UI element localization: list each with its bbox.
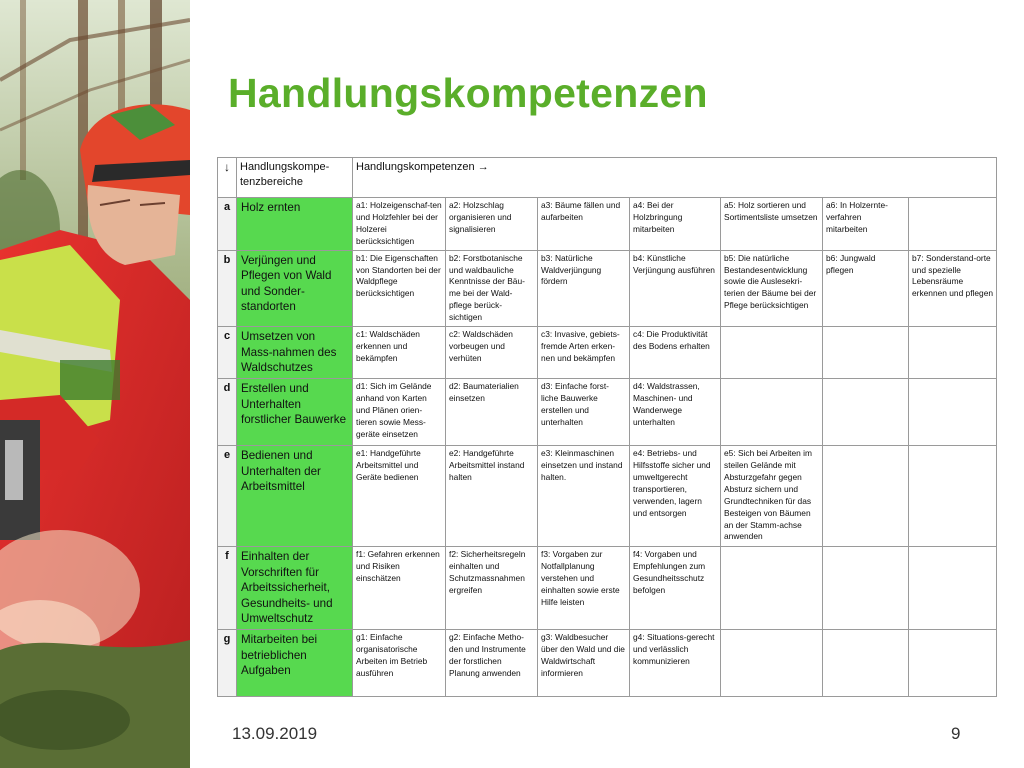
competence-cell: b7: Sonderstand-orte und spezielle Lebensräume erkennen und pflegen [909, 250, 997, 326]
competence-cell: f4: Vorgaben und Empfehlungen zum Gesundheitsschutz befolgen [630, 547, 721, 630]
competence-cell: b3: Natürliche Waldverjüngung fördern [538, 250, 630, 326]
competence-area: Holz ernten [237, 198, 353, 251]
competence-cell: a1: Holzeigenschaf-ten und Holzfehler bei der Holzerei berücksichtigen [353, 198, 446, 251]
competence-cell: d4: Waldstrassen, Maschinen- und Wanderwege unterhalten [630, 379, 721, 446]
competence-cell [909, 327, 997, 379]
competence-cell: b6: Jungwald pflegen [823, 250, 909, 326]
competence-cell: d1: Sich im Gelände anhand von Karten und Plänen orien-tieren sowie Mess-geräte einsetzen [353, 379, 446, 446]
competence-cell [823, 547, 909, 630]
competence-cell: b5: Die natürliche Bestandesentwicklung sowie die Auslesekri-terien der Bäume bei der Pflege berücksichtigen [721, 250, 823, 326]
competence-cell: f2: Sicherheitsregeln einhalten und Schutzmassnahmen ergreifen [446, 547, 538, 630]
competence-cell [721, 547, 823, 630]
competence-cell [909, 379, 997, 446]
header-areas: Handlungskompe-tenzbereiche [237, 158, 353, 198]
competence-cell: b1: Die Eigenschaften von Standorten bei der Waldpflege berücksichtigen [353, 250, 446, 326]
table-row [218, 327, 997, 379]
table-row [218, 198, 997, 251]
competence-table [217, 157, 997, 697]
table-row [218, 446, 997, 547]
row-letter: f [218, 547, 237, 630]
footer-date: 13.09.2019 [232, 724, 318, 743]
competence-cell: a6: In Holzernte-verfahren mitarbeiten [823, 198, 909, 251]
competence-cell: g2: Einfache Metho-den und Instrumente der forstlichen Planung anwenden [446, 630, 538, 697]
competence-cell: a3: Bäume fällen und aufarbeiten [538, 198, 630, 251]
competence-area: Verjüngen und Pflegen von Wald und Sonder-standorten [237, 250, 353, 326]
competence-cell: c2: Waldschäden vorbeugen und verhüten [446, 327, 538, 379]
competence-cell [823, 327, 909, 379]
competence-cell [823, 446, 909, 547]
competence-area: Bedienen und Unterhalten der Arbeitsmittel [237, 446, 353, 547]
competence-cell: b4: Künstliche Verjüngung ausführen [630, 250, 721, 326]
competence-cell [909, 198, 997, 251]
competence-cell [721, 630, 823, 697]
competence-cell: g3: Waldbesucher über den Wald und die Waldwirtschaft informieren [538, 630, 630, 697]
page-number: 9 [951, 724, 961, 743]
competence-cell: g4: Situations-gerecht und verlässlich kommunizieren [630, 630, 721, 697]
competence-cell [909, 547, 997, 630]
row-letter: c [218, 327, 237, 379]
competence-cell: c4: Die Produktivität des Bodens erhalten [630, 327, 721, 379]
header-competences: Handlungskompetenzen → [353, 158, 997, 198]
row-letter: e [218, 446, 237, 547]
competence-cell [909, 446, 997, 547]
competence-cell: c3: Invasive, gebiets-fremde Arten erken-nen und bekämpfen [538, 327, 630, 379]
competence-cell [721, 379, 823, 446]
competence-cell: e4: Betriebs- und Hilfsstoffe sicher und umweltgerecht transportieren, verwenden, lagern und entsorgen [630, 446, 721, 547]
row-letter: g [218, 630, 237, 697]
competence-area: Erstellen und Unterhalten forstlicher Bauwerke [237, 379, 353, 446]
competence-cell: g1: Einfache organisatorische Arbeiten im Betrieb ausführen [353, 630, 446, 697]
row-letter: b [218, 250, 237, 326]
competence-cell [823, 379, 909, 446]
competence-cell: a2: Holzschlag organisieren und signalisieren [446, 198, 538, 251]
competence-cell: d3: Einfache forst-liche Bauwerke erstellen und unterhalten [538, 379, 630, 446]
competence-cell: a4: Bei der Holzbringung mitarbeiten [630, 198, 721, 251]
competence-cell: e5: Sich bei Arbeiten im steilen Gelände mit Absturzgefahr gegen Absturz sichern und Grundtechniken für das Besteigen von Bäumen an der Stamm-achse anwenden [721, 446, 823, 547]
competence-cell: c1: Waldschäden erkennen und bekämpfen [353, 327, 446, 379]
table-row [218, 250, 997, 326]
competence-area: Einhalten der Vorschriften für Arbeitssicherheit, Gesundheits- und Umweltschutz [237, 547, 353, 630]
row-letter: a [218, 198, 237, 251]
competence-cell [909, 630, 997, 697]
competence-cell [721, 327, 823, 379]
row-letter: d [218, 379, 237, 446]
competence-cell: e3: Kleinmaschinen einsetzen und instand halten. [538, 446, 630, 547]
competence-cell: e2: Handgeführte Arbeitsmittel instand halten [446, 446, 538, 547]
table-row [218, 547, 997, 630]
competence-cell [823, 630, 909, 697]
down-arrow-icon: ↓ [218, 158, 237, 198]
table-header-row [218, 158, 997, 198]
competence-cell: a5: Holz sortieren und Sortimentsliste umsetzen [721, 198, 823, 251]
competence-cell: f1: Gefahren erkennen und Risiken einschätzen [353, 547, 446, 630]
page-title: Handlungskompetenzen [228, 70, 708, 116]
forestry-worker-photo [0, 0, 190, 768]
competence-area: Umsetzen von Mass-nahmen des Waldschutzes [237, 327, 353, 379]
competence-cell: d2: Baumaterialien einsetzen [446, 379, 538, 446]
table-row [218, 379, 997, 446]
table-row [218, 630, 997, 697]
competence-cell: b2: Forstbotanische und waldbauliche Kenntnisse der Bäu-me bei der Wald-pflege berück-sichtigen [446, 250, 538, 326]
competence-area: Mitarbeiten bei betrieblichen Aufgaben [237, 630, 353, 697]
competence-cell: e1: Handgeführte Arbeitsmittel und Geräte bedienen [353, 446, 446, 547]
competence-cell: f3: Vorgaben zur Notfallplanung verstehen und einhalten sowie erste Hilfe leisten [538, 547, 630, 630]
